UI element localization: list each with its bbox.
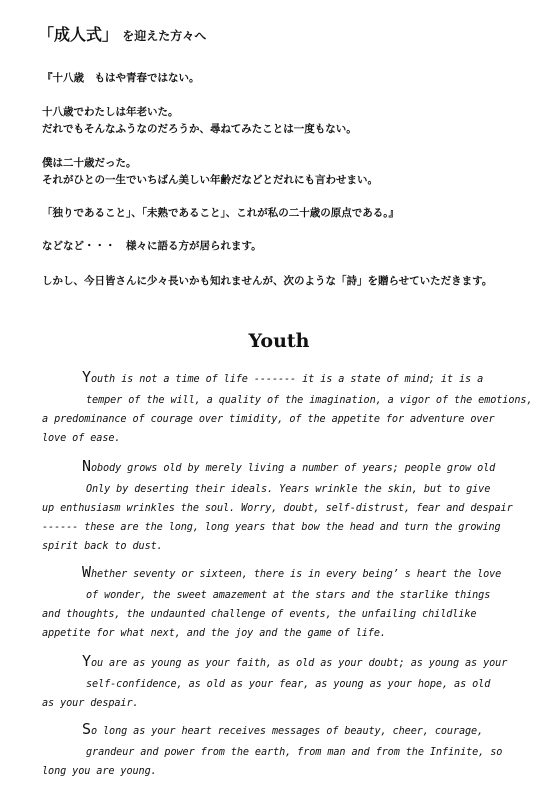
- stanza-line: as your despair.: [42, 698, 139, 709]
- intro-line: それがひとの一生でいちばん美しい年齢だなどとだれにも言わせまい。: [42, 174, 378, 186]
- drop-cap: N: [82, 457, 91, 475]
- drop-cap: S: [82, 720, 91, 738]
- poem-title: Youth: [248, 330, 310, 352]
- stanza-line: long you are young.: [42, 766, 157, 777]
- stanza-line: a predominance of courage over timidity, of the appetite for adventure over: [42, 414, 495, 425]
- intro-line: 『十八歳 もはや青春ではない。: [42, 72, 200, 84]
- intro-line: だれでもそんなふうなのだろうか、尋ねてみたことは一度もない。: [42, 123, 357, 135]
- stanza-line: and thoughts, the undaunted challenge of events, the unfailing childlike: [42, 609, 477, 620]
- intro-line: 「独りであること」、「未熟であること」、これが私の二十歳の原点である。』: [42, 207, 399, 219]
- drop-cap: Y: [82, 652, 91, 670]
- stanza-first-line: Nobody grows old by merely living a number of years; people grow old: [82, 457, 496, 475]
- heading-title: 「成人式」: [38, 25, 119, 44]
- stanza-first-line: So long as your heart receives messages of beauty, cheer, courage,: [82, 720, 484, 738]
- drop-cap: W: [82, 563, 91, 581]
- stanza-line: self-confidence, as old as your fear, as young as your hope, as old: [86, 679, 491, 690]
- stanza-line: grandeur and power from the earth, from man and from the Infinite, so: [86, 747, 503, 758]
- stanza-first-line: You are as young as your faith, as old as your doubt; as young as your: [82, 652, 508, 670]
- stanza-line: love of ease.: [42, 433, 121, 444]
- stanza-first-line: Whether seventy or sixteen, there is in every being’ s heart the love: [82, 563, 502, 581]
- stanza-line: Only by deserting their ideals. Years wrinkle the skin, but to give: [86, 484, 491, 495]
- stanza-line: temper of the will, a quality of the imagination, a vigor of the emotions,: [86, 395, 533, 406]
- drop-cap: Y: [82, 368, 91, 386]
- stanza-first-line: Youth is not a time of life ------- it is a state of mind; it is a: [82, 368, 484, 386]
- stanza-line: appetite for what next, and the joy and the game of life.: [42, 628, 386, 639]
- stanza-line: ------ these are the long, long years that bow the head and turn the growing: [42, 522, 501, 533]
- intro-line: 僕は二十歳だった。: [42, 157, 137, 169]
- intro-line: 十八歳でわたしは年老いた。: [42, 106, 179, 118]
- document-heading: [38, 22, 206, 45]
- stanza-line: of wonder, the sweet amazement at the stars and the starlike things: [86, 590, 491, 601]
- intro-line: しかし、今日皆さんに少々長いかも知れませんが、次のような「詩」を贈らせていただきます。: [42, 275, 493, 287]
- intro-line: などなど・・・ 様々に語る方が居られます。: [42, 240, 262, 252]
- stanza-line: spirit back to dust.: [42, 541, 163, 552]
- stanza-line: up enthusiasm wrinkles the soul. Worry, doubt, self-distrust, fear and despair: [42, 503, 513, 514]
- heading-suffix: を迎えた方々へ: [122, 29, 207, 43]
